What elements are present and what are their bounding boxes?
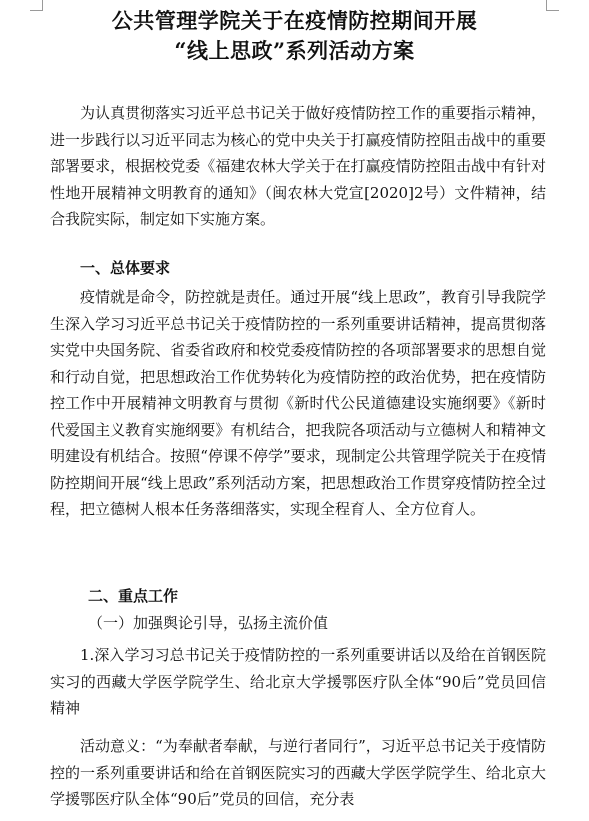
work-item-1-activity-significance: 活动意义：“为奉献者奉献，与逆行者同行”，习近平总书记关于疫情防控的一系列重要讲话和给在首钢医院实习的西藏大学医学院学生、给北京大学援鄂医疗队全体“90后”党员的回信，充分表 [50, 737, 546, 808]
subsection-heading-public-opinion: （一）加强舆论引导，弘扬主流价值 [88, 614, 329, 632]
document-title-line-1: 公共管理学院关于在疫情防控期间开展 [111, 8, 478, 33]
intro-paragraph: 为认真贯彻落实习近平总书记关于做好疫情防控工作的重要指示精神，进一步践行以习近平同志为核心的党中央关于打赢疫情防控阻击战中的重要部署要求，根据校党委《福建农林大学关于在打赢疫情防控阻击战中有针对性地开展精神文明教育的通知》（闽农林大党宣[2020]2号）文件精神，结合我院实际，制定如下实施方案。 [50, 104, 546, 228]
document-title-line-2: “线上思政”系列活动方案 [174, 38, 415, 63]
work-item-1: 1.深入学习习总书记关于疫情防控的一系列重要讲话以及给在首钢医院实习的西藏大学医学院学生、给北京大学援鄂医疗队全体“90后”党员回信精神 [50, 646, 546, 717]
section-heading-overall-requirements: 一、总体要求 [80, 259, 171, 277]
overall-requirements-paragraph: 疫情就是命令，防控就是责任。通过开展“线上思政”，教育引导我院学生深入学习习近平总书记关于疫情防控的一系列重要讲话精神，提高贯彻落实党中央国务院、省委省政府和校党委疫情防控的各项部署要求的思想自觉和行动自觉，把思想政治工作优势转化为疫情防控的政治优势，把在疫情防控工作中开展精神文明教育与贯彻《新时代公民道德建设实施纲要》《新时代爱国主义教育实施纲要》有机结合，把我院各项活动与立德树人和精神文明建设有机结合。按照“停课不停学”要求，现制定公共管理学院关于在疫情防控期间开展“线上思政”系列活动方案，把思想政治工作贯穿疫情防控全过程，把立德树人根本任务落细落实，实现全程育人、全方位育人。 [50, 288, 546, 518]
section-heading-key-work: 二、重点工作 [88, 587, 179, 605]
